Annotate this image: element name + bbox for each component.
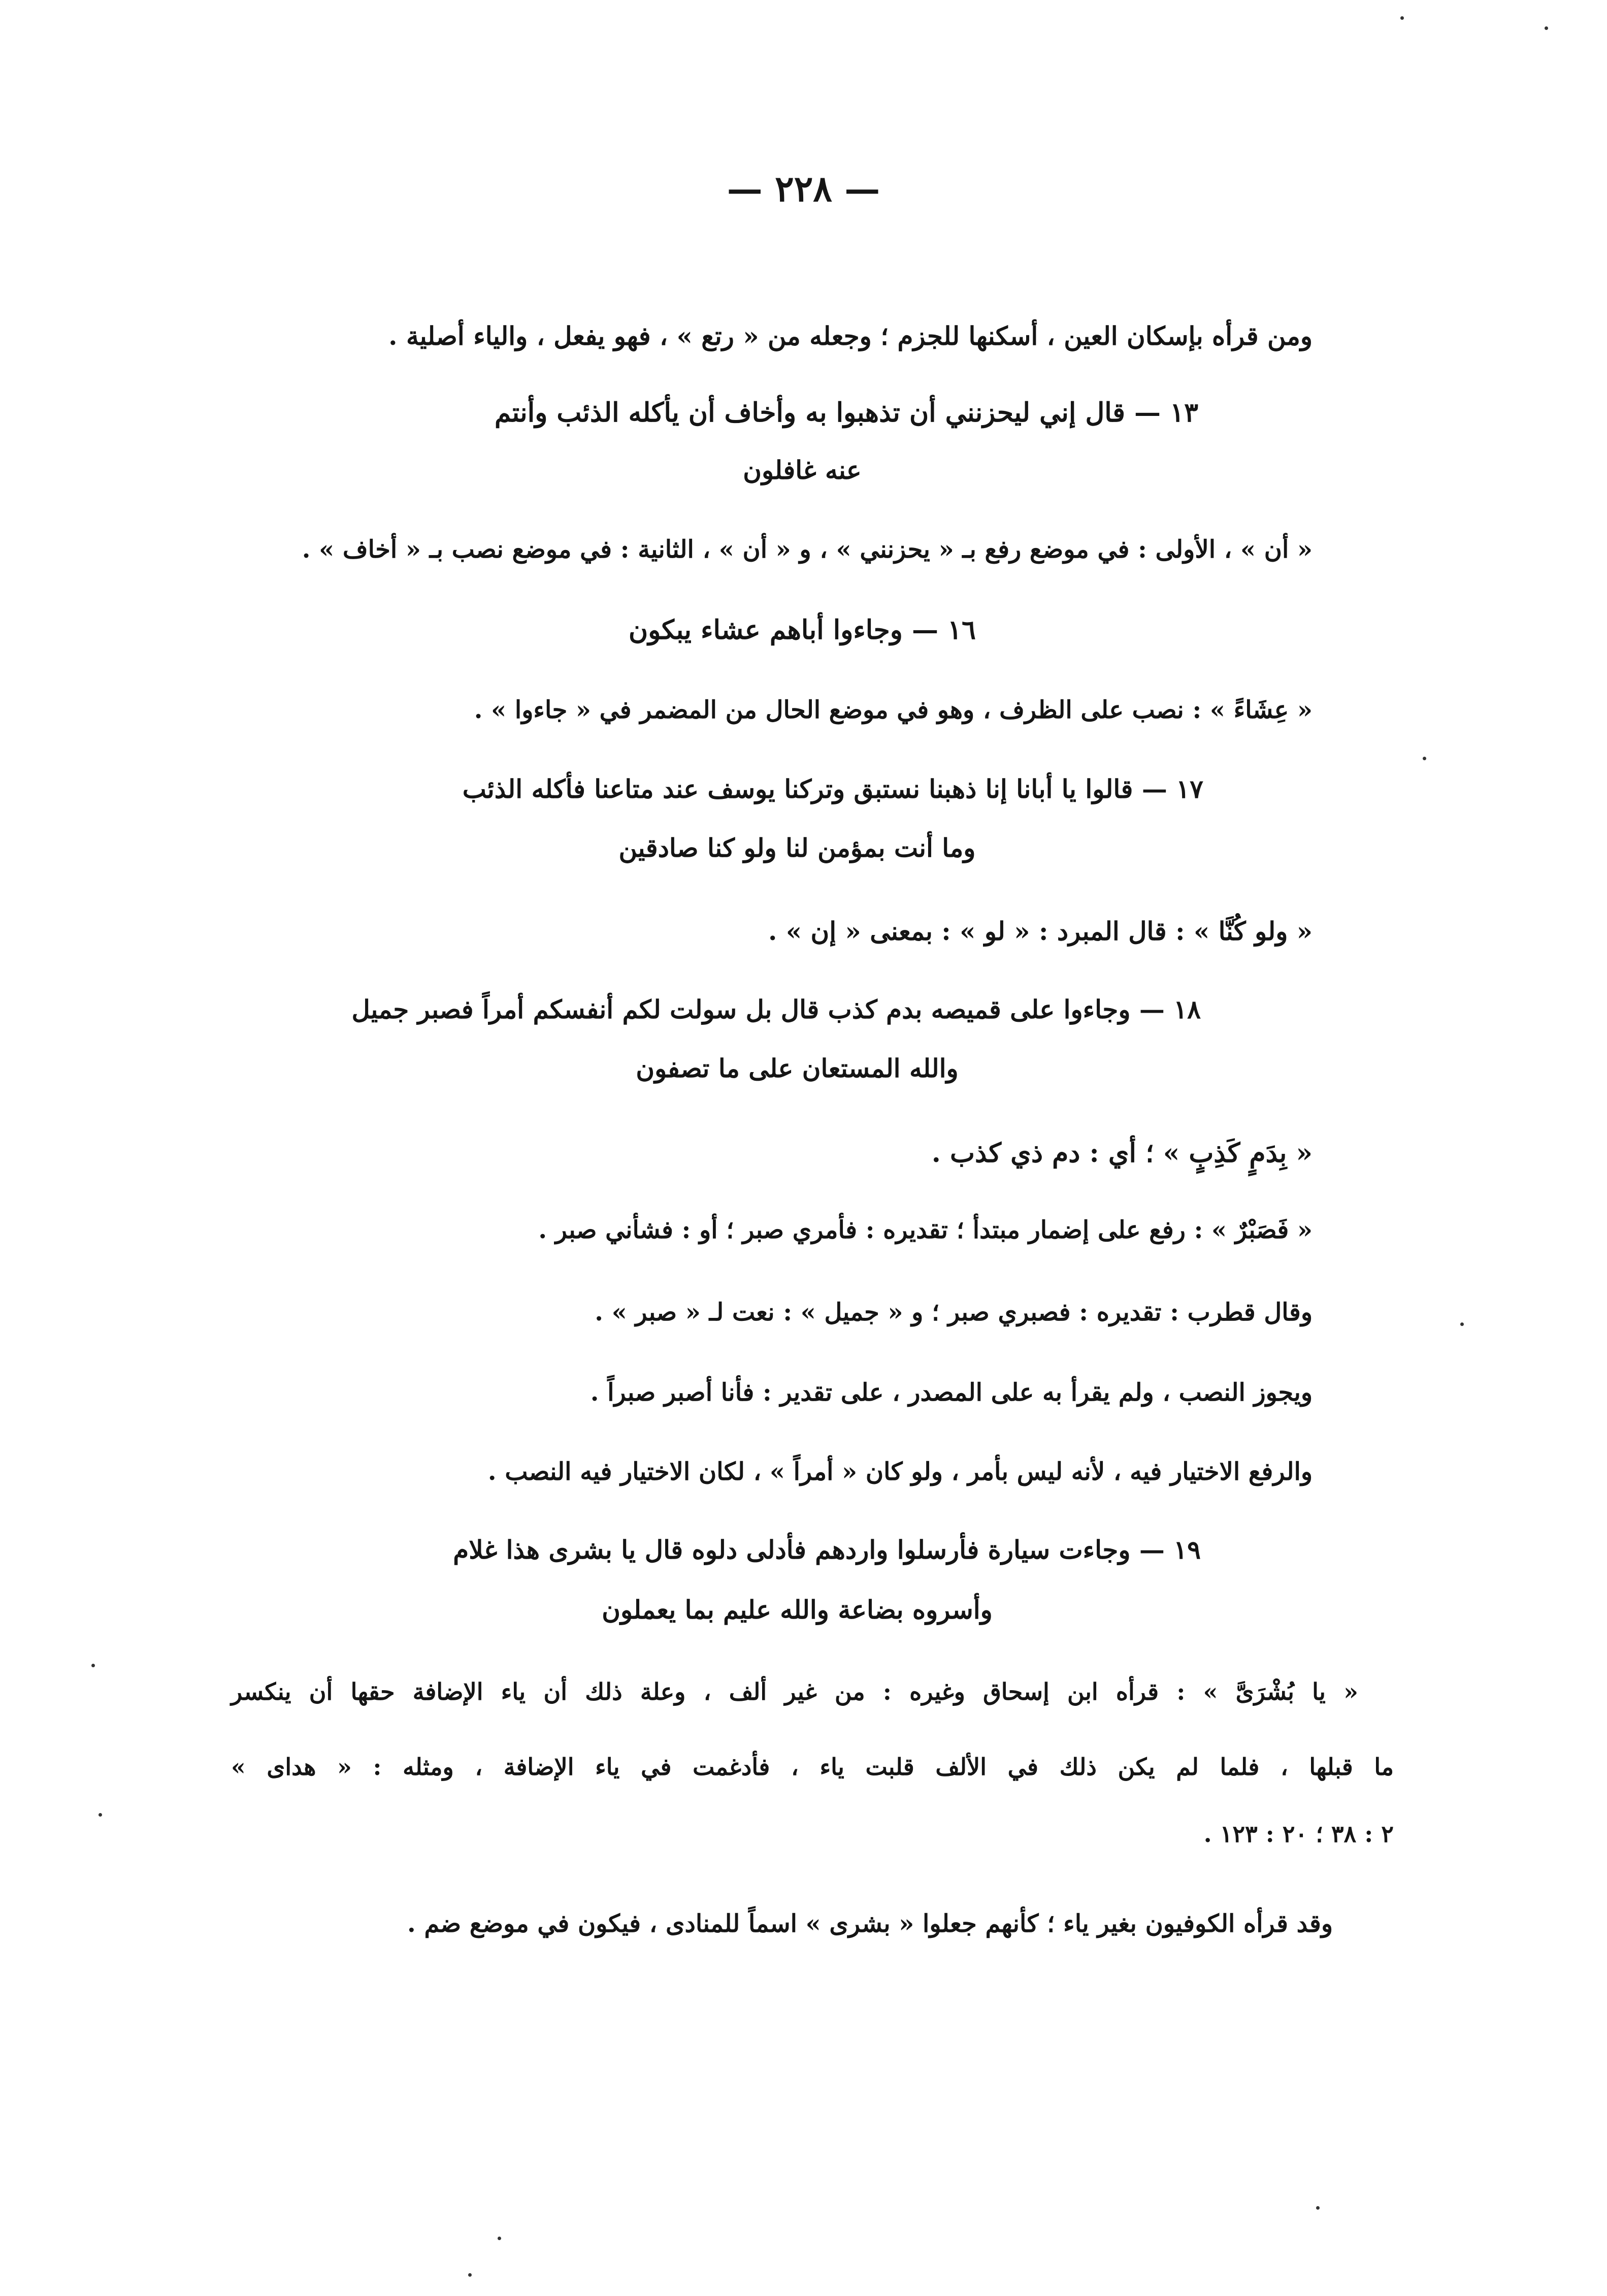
text-line: ويجوز النصب ، ولم يقرأ به على المصدر ، على تقدير : فأنا أصبر صبراً . xyxy=(590,1378,1313,1407)
scan-speck xyxy=(1460,1322,1464,1326)
verse-line: ١٨ — وجاءوا على قميصه بدم كذب قال بل سولت لكم أنفسكم أمراً فصبر جميل xyxy=(351,994,1201,1024)
scan-speck xyxy=(91,1664,95,1667)
text-line: ٢ : ٣٨ ؛ ٢٠ : ١٢٣ . xyxy=(1203,1820,1394,1848)
text-line: « فَصَبْرٌ » : رفع على إضمار مبتدأ ؛ تقديره : فأمري صبر ؛ أو : فشأني صبر . xyxy=(538,1216,1313,1244)
verse-line: ١٩ — وجاءت سيارة فأرسلوا واردهم فأدلى دلوه قال يا بشرى هذا غلام xyxy=(453,1535,1201,1565)
verse-line: ١٦ — وجاءوا أباهم عشاء يبكون xyxy=(629,615,976,645)
page-number: — ٢٢٨ — xyxy=(727,168,880,210)
scan-speck xyxy=(498,2237,501,2240)
verse-line: ١٣ — قال إني ليحزنني أن تذهبوا به وأخاف أن يأكله الذئب وأنتم xyxy=(494,397,1198,428)
text-line: وقال قطرب : تقديره : فصبري صبر ؛ و « جميل » : نعت لـ « صبر » . xyxy=(595,1298,1313,1327)
verse-line: والله المستعان على ما تصفون xyxy=(636,1053,959,1083)
text-line: « ولو كُنَّا » : قال المبرد : « لو » : بمعنى « إن » . xyxy=(768,916,1313,946)
scan-speck xyxy=(1316,2206,1320,2210)
scan-speck xyxy=(1545,26,1548,30)
scan-speck xyxy=(1400,16,1404,20)
scan-speck xyxy=(99,1813,102,1817)
scan-speck xyxy=(468,2273,472,2277)
verse-line: وما أنت بمؤمن لنا ولو كنا صادقين xyxy=(618,833,976,863)
scan-speck xyxy=(1423,757,1426,760)
verse-line: عنه غافلون xyxy=(743,455,862,485)
text-line: والرفع الاختيار فيه ، لأنه ليس بأمر ، ولو كان « أمراً » ، لكان الاختيار فيه النصب . xyxy=(487,1458,1313,1486)
text-line: « أن » ، الأولى : في موضع رفع بـ « يحزنني » ، و « أن » ، الثانية : في موضع نصب بـ « أخاف » . xyxy=(302,535,1313,564)
text-line: « يا بُشْرَىَّ » : قرأه ابن إسحاق وغيره : من غير ألف ، وعلة ذلك أن ياء الإضافة حقها أن ينكسر xyxy=(231,1678,1358,1705)
text-line: ما قبلها ، فلما لم يكن ذلك في الألف قلبت ياء ، فأدغمت في ياء الإضافة ، ومثله : « هداى » xyxy=(231,1753,1394,1781)
text-line: « عِشَاءً » : نصب على الظرف ، وهو في موضع الحال من المضمر في « جاءوا » . xyxy=(474,696,1313,724)
text-line: وقد قرأه الكوفيون بغير ياء ؛ كأنهم جعلوا « بشرى » اسماً للمنادى ، فيكون في موضع ضم . xyxy=(407,1910,1333,1938)
verse-line: وأسروه بضاعة والله عليم بما يعملون xyxy=(602,1595,993,1625)
text-line: ومن قرأه بإسكان العين ، أسكنها للجزم ؛ وجعله من « رتع » ، فهو يفعل ، والياء أصلية . xyxy=(388,321,1313,351)
verse-line: ١٧ — قالوا يا أبانا إنا ذهبنا نستبق وتركنا يوسف عند متاعنا فأكله الذئب xyxy=(462,774,1203,804)
text-line: « بِدَمٍ كَذِبٍ » ؛ أي : دم ذي كذب . xyxy=(931,1138,1313,1169)
